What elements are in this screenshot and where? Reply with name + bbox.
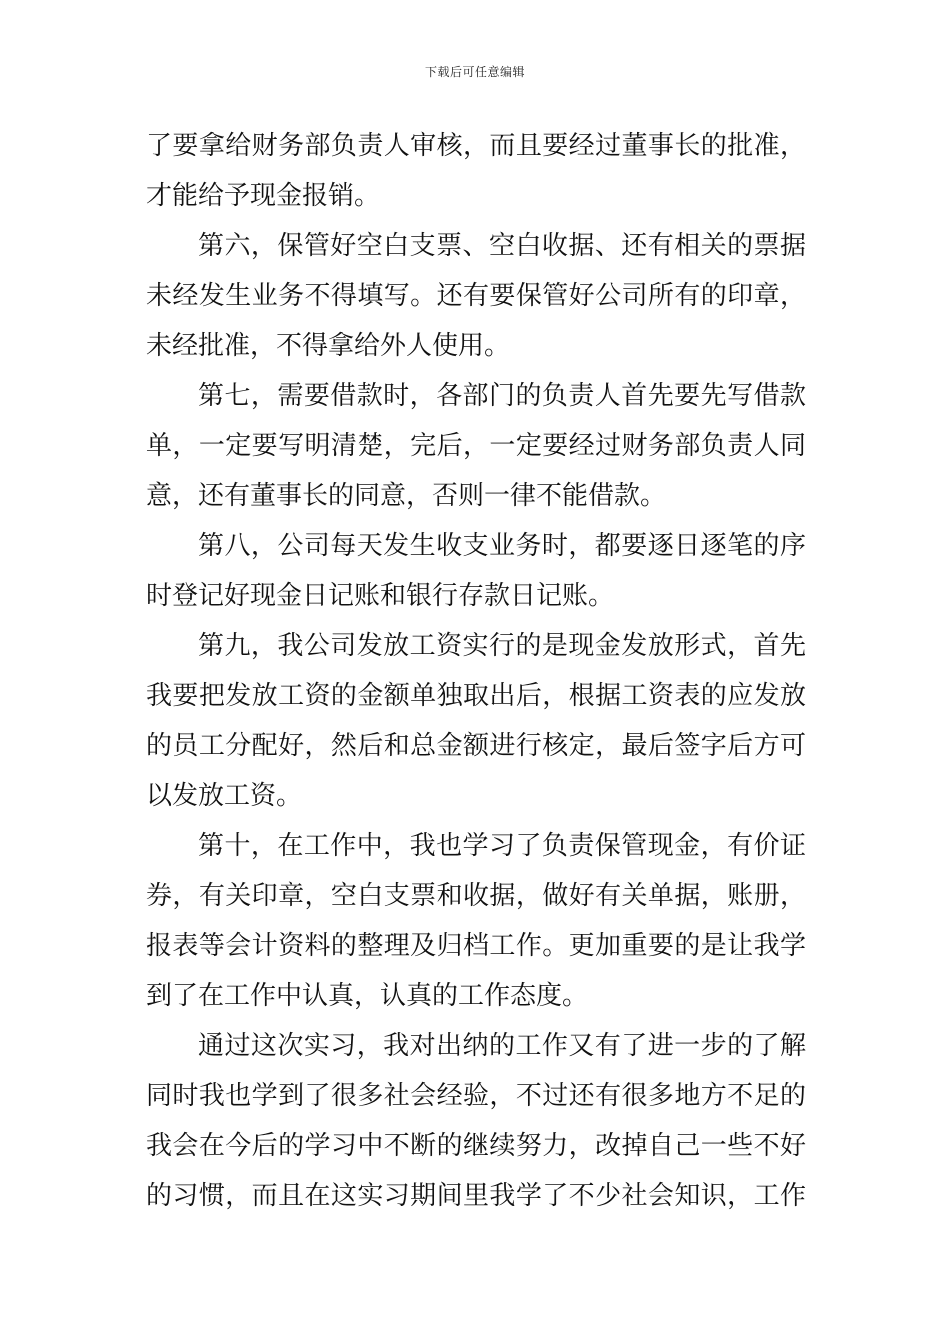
- text-line: 以发放工资。: [146, 781, 303, 811]
- text-line: 未经发生业务不得填写。还有要保管好公司所有的印章，: [146, 281, 806, 311]
- document-body: [146, 121, 806, 1221]
- text-line: 意，还有董事长的同意，否则一律不能借款。: [146, 481, 667, 511]
- text-line: 同时我也学到了很多社会经验，不过还有很多地方不足的: [146, 1081, 806, 1111]
- text-line: 了要拿给财务部负责人审核，而且要经过董事长的批准，: [146, 131, 806, 161]
- page-header: 下载后可任意编辑: [424, 65, 525, 79]
- text-line: 才能给予现金报销。: [146, 181, 381, 211]
- text-line: 单，一定要写明清楚，完后，一定要经过财务部负责人同: [146, 431, 806, 461]
- text-line: 的员工分配好，然后和总金额进行核定，最后签字后方可: [146, 731, 806, 761]
- text-line: 报表等会计资料的整理及归档工作。更加重要的是让我学: [146, 931, 806, 961]
- text-line: 第十，在工作中，我也学习了负责保管现金，有价证: [198, 831, 806, 861]
- text-line: 未经批准，不得拿给外人使用。: [146, 331, 511, 361]
- text-line: 的习惯，而且在这实习期间里我学了不少社会知识，工作: [146, 1181, 806, 1211]
- text-line: 我要把发放工资的金额单独取出后，根据工资表的应发放: [146, 681, 806, 711]
- text-line: 第六，保管好空白支票、空白收据、还有相关的票据: [198, 231, 806, 261]
- text-line: 券，有关印章，空白支票和收据，做好有关单据，账册，: [146, 881, 806, 911]
- text-line: 时登记好现金日记账和银行存款日记账。: [146, 581, 615, 611]
- text-line: 我会在今后的学习中不断的继续努力，改掉自己一些不好: [146, 1131, 806, 1161]
- text-line: 第九，我公司发放工资实行的是现金发放形式，首先: [198, 631, 806, 661]
- text-line: 第八，公司每天发生收支业务时，都要逐日逐笔的序: [198, 531, 806, 561]
- text-line: 第七，需要借款时，各部门的负责人首先要先写借款: [198, 381, 806, 411]
- text-line: 到了在工作中认真，认真的工作态度。: [146, 981, 589, 1011]
- text-line: 通过这次实习，我对出纳的工作又有了进一步的了解: [198, 1031, 806, 1061]
